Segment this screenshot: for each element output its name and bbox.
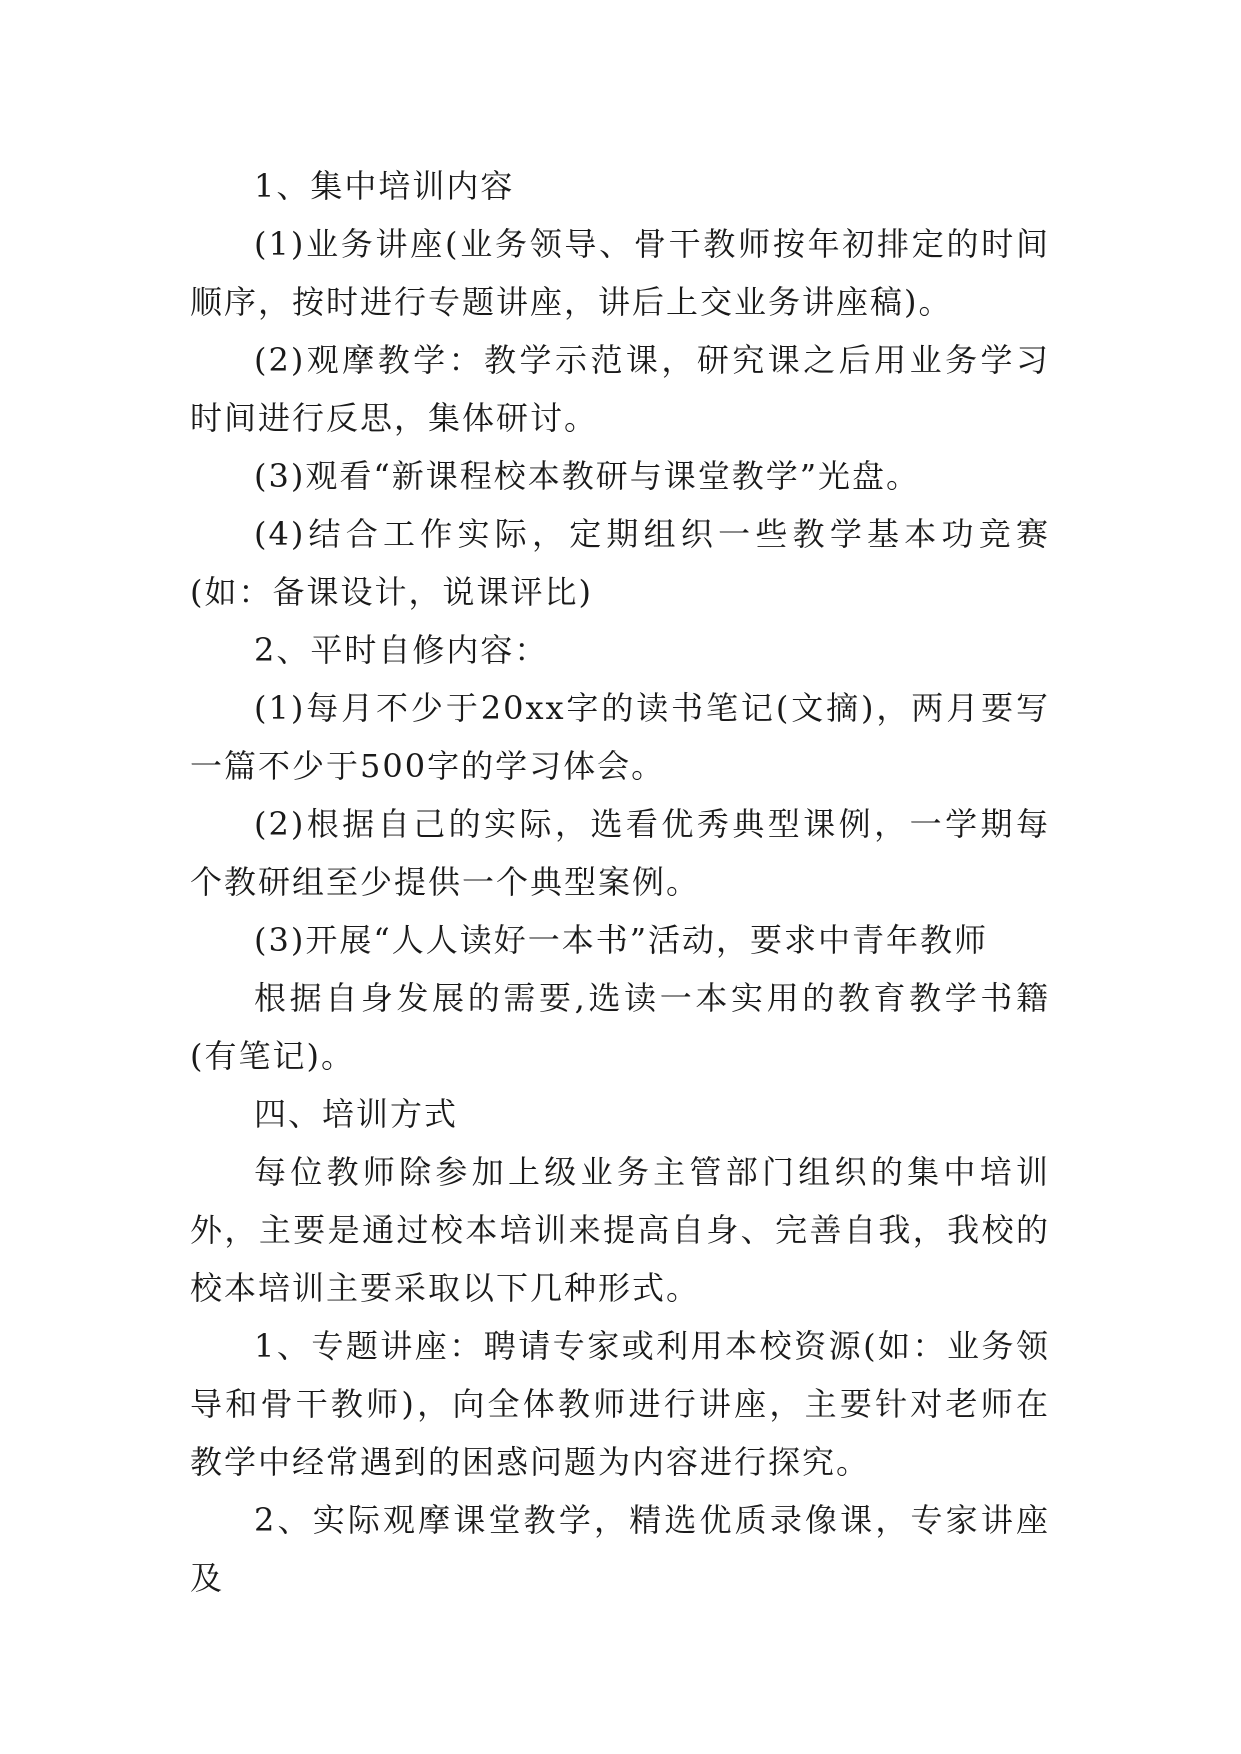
paragraph-choose-book: 根据自身发展的需要,选读一本实用的教育教学书籍(有笔记)。 bbox=[190, 979, 1050, 1075]
paragraph-watch-disc: (3)观看“新课程校本教研与课堂教学”光盘。 bbox=[254, 457, 921, 495]
heading-training-methods: 四、培训方式 bbox=[254, 1095, 459, 1133]
paragraph-reading-notes: (1)每月不少于20xx字的读书笔记(文摘)，两月要写一篇不少于500字的学习体会。 bbox=[190, 689, 1050, 785]
paragraph-observation-teaching: (2)观摩教学：教学示范课，研究课之后用业务学习时间进行反思，集体研讨。 bbox=[190, 341, 1050, 437]
paragraph-training-overview: 每位教师除参加上级业务主管部门组织的集中培训外，主要是通过校本培训来提高自身、完善自我，我校的校本培训主要采取以下几种形式。 bbox=[190, 1153, 1050, 1307]
paragraph-special-lecture: 1、专题讲座：聘请专家或利用本校资源(如：业务领导和骨干教师)，向全体教师进行讲座，主要针对老师在教学中经常遇到的困惑问题为内容进行探究。 bbox=[190, 1327, 1050, 1481]
paragraph-observe-classroom: 2、实际观摩课堂教学，精选优质录像课，专家讲座及 bbox=[190, 1501, 1050, 1597]
paragraph-typical-cases: (2)根据自己的实际，选看优秀典型课例，一学期每个教研组至少提供一个典型案例。 bbox=[190, 805, 1050, 901]
document-body bbox=[190, 157, 1050, 1607]
paragraph-business-lecture: (1)业务讲座(业务领导、骨干教师按年初排定的时间顺序，按时进行专题讲座，讲后上交业务讲座稿)。 bbox=[190, 225, 1050, 321]
heading-self-study: 2、平时自修内容： bbox=[254, 631, 549, 669]
heading-centralized-training: 1、集中培训内容 bbox=[254, 167, 515, 205]
paragraph-skill-competition: (4)结合工作实际，定期组织一些教学基本功竞赛(如：备课设计，说课评比) bbox=[190, 515, 1050, 611]
paragraph-read-a-book: (3)开展“人人读好一本书”活动，要求中青年教师 bbox=[254, 921, 989, 959]
